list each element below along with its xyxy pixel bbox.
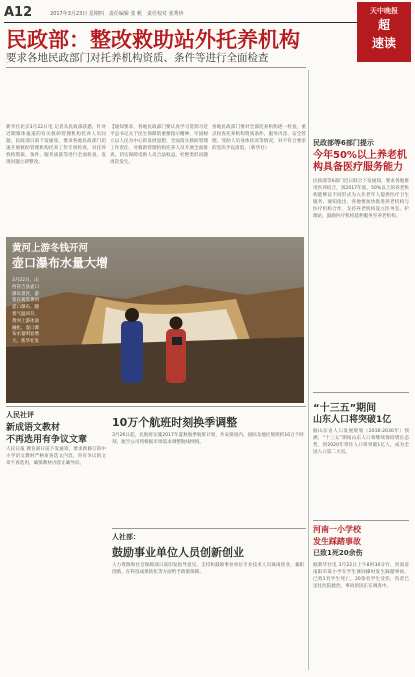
lower-column-2: 3月26日起，民航将实施2017年夏秋航季航班计划，共安排国内、国际及地区航班约10万个时刻，航空公司将根据市场需求调整航线网络。 — [112, 433, 304, 446]
lower-title-2: 10万个航班时刻换季调整 — [112, 416, 238, 429]
photo-caption-main: 壶口瀑布水量大增 — [12, 256, 109, 270]
school-subtitle-2: 已致1死20余伤 — [313, 549, 363, 557]
sidebar-divider-2 — [313, 520, 409, 521]
school-body: 据新华社电 3月22日上午8时30分许，河南省南阳市某小学在学生课间操时发生踩踏事故，已致1名学生死亡、20余名学生受伤，伤者已送往医院救治，事故原因正在调查中。 — [313, 563, 409, 590]
school-subtitle: 发生踩踏事故 — [313, 537, 361, 546]
lower-column-3: 人力资源和社会保障部日前印发指导意见，支持和鼓励事业单位专业技术人员离岗创业、兼职创新，在科技成果转化等方面给予政策保障。 — [112, 563, 304, 576]
lead-column-3: 各地民政部门要对全部托养机构逐一检查，重点检查托养机构资质条件、服务内容、安全管理、受助人员身体状况等情况，对不符合要求的坚决予以清退。（新华社） — [212, 125, 306, 152]
main-headline: 民政部：整改救助站外托养机构 — [6, 27, 300, 52]
logo-bottom: 速读 — [371, 36, 396, 50]
sidebar-divider — [313, 392, 409, 393]
sidebar-section-body: 据山东省人口发展规划（2016-2030年）预测，“十三五”期间山东人口将继续保持增长态势，到2020年常住人口将突破1亿人，成为全国人口第二大省。 — [313, 429, 409, 456]
lower-title-3: 鼓励事业单位人员创新创业 — [112, 546, 244, 559]
column-logo — [357, 2, 411, 62]
page-meta: 2017年3月23日 星期四 责任编辑 张 帆 责任校对 张秀珍 — [50, 11, 184, 17]
sidebar-top-label: 民政部等6部门提示 — [313, 139, 374, 147]
lead-column-1: 新华社北京3月22日电 记者从民政部获悉，针对近期媒体报道的有关救助管理机构托养人员问题，民政部日前下发通知，要求各地民政部门迅速开展救助管理机构托养工作专项检查，对托养机构资质、条件、服务质量等进行全面检查，发现问题立即整改。 — [6, 125, 106, 166]
logo-top: 超 — [377, 18, 390, 32]
photo-note: 3月22日，山西省吉县壶口瀑布景区，游客在观赏黄河壶口瀑布。随着气温回升，黄河上游冰凌融化，壶口瀑布水量明显增大。新华社发 — [12, 278, 39, 345]
lower-divider-2 — [112, 528, 306, 529]
school-title: 河南一小学校 — [313, 525, 361, 534]
divider — [6, 67, 306, 68]
page-header — [4, 4, 411, 23]
main-subhead: 要求各地民政部门对托养机构资质、条件等进行全面检查 — [6, 52, 269, 64]
lower-title-1a: 新成语文教材 — [6, 423, 61, 433]
photo-caption-top: 黄河上游冬钱开河 — [12, 243, 89, 254]
sidebar-section-subtitle: 山东人口将突破1亿 — [313, 415, 392, 425]
lower-title-1b: 不再选用有争议文章 — [6, 435, 88, 445]
lower-label-3: 人社部： — [112, 533, 140, 541]
page-number: A12 — [4, 5, 33, 20]
lower-column-1: 人民日报 教育部日前下发通知，要求新修订的中小学语文教材严格审查选文内容，对有争议的文章不再选用，确保教材内容正确导向。 — [6, 447, 106, 467]
logo-brand: 天中晚报 — [370, 7, 398, 15]
sidebar-body: 民政部等6部门近日联合下发通知，要求各地推进医养结合，到2017年底，50%以上的养老机构能够以不同形式为入住老年人提供医疗卫生服务。通知指出，各地要加快推进养老机构与医疗机构合作，支持养老机构设立医务室、护理站，鼓励医疗机构延伸服务至养老机构。 — [313, 179, 409, 220]
lower-divider — [6, 406, 306, 407]
lead-column-2: 【通知要求，各地民政部门要认真学习贯彻习近平总书记关于民生保障的重要指示精神，牢固树立以人民为中心的发展思想，全面落实救助管理工作责任，对救助管理机构托养人员开展全面排查，切实保障受助人员合法权益，杜绝类似问题再次发生。 — [110, 125, 208, 166]
lower-label-1: 人民社评 — [6, 411, 34, 419]
sidebar-headline: 今年50%以上养老机构具备医疗服务能力 — [313, 150, 407, 173]
vertical-divider — [308, 70, 309, 670]
sidebar-section-title: “十三五”期间 — [313, 403, 377, 414]
